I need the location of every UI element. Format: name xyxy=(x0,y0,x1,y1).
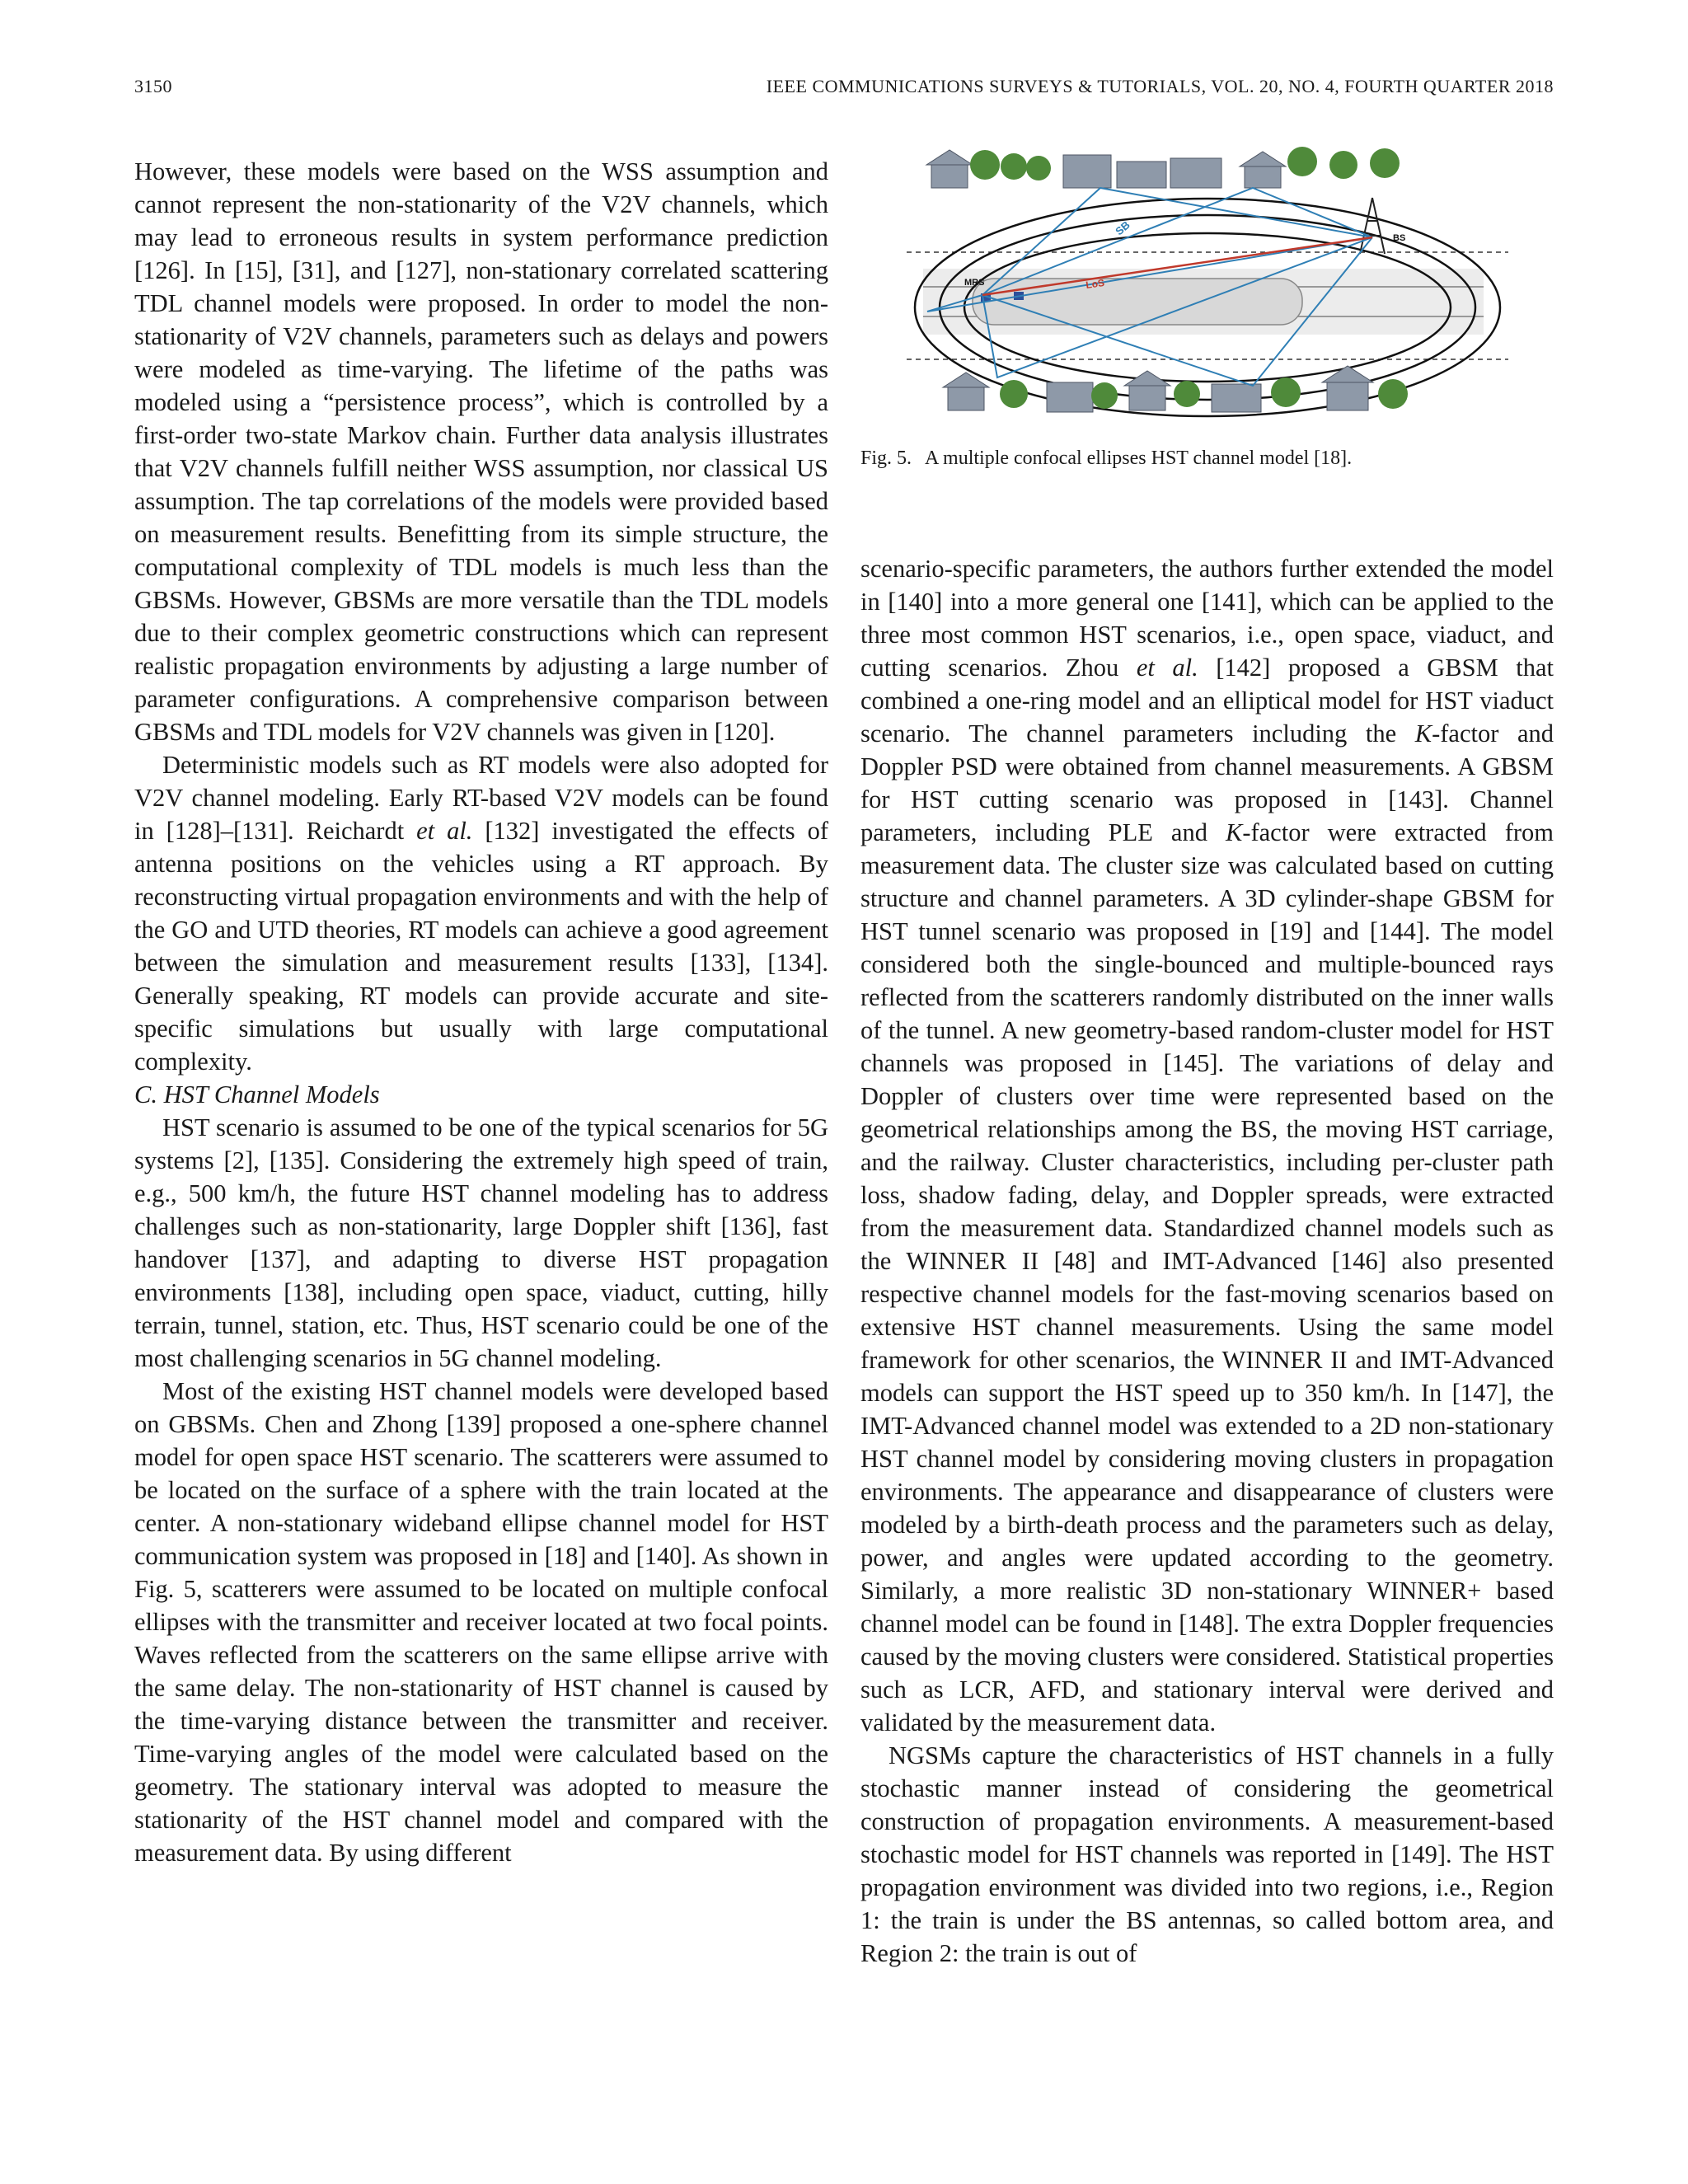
bs-label: BS xyxy=(1393,233,1406,243)
journal-name: IEEE COMMUNICATIONS SURVEYS & TUTORIALS, VOL. 20, NO. 4, FOURTH QUARTER 2018 xyxy=(766,76,1554,96)
sb-label: SB xyxy=(1113,218,1132,238)
paragraph: Most of the existing HST channel models were developed based on GBSMs. Chen and Zhong [139] proposed a one-sphere channel model for open space HST scenario. The scatterers were assumed to be located on the surface of a sphere with the train located at the center. A non-stationary wideband ellipse channel model for HST communication system was proposed in [18] and [140]. As shown in Fig. 5, scatterers were assumed to be located on multiple confocal ellipses with the transmitter and receiver located at two focal points. Waves reflected from the scatterers on the same ellipse arrive with the same delay. The non-stationarity of HST channel is caused by the time-varying distance between the transmitter and receiver. Time-varying angles of the model were calculated based on the geometry. The stationary interval was adopted to measure the stationarity of the HST channel model and compared with the measurement data. By using different xyxy=(134,1377,828,1867)
figure-label: Fig. 5. xyxy=(860,448,912,469)
train xyxy=(973,276,1302,325)
paragraph: scenario-specific parameters, the authors further extended the model in [140] into a more general one [141], which can be applied to the three most common HST scenarios, i.e., open space, viaduct, and cutting scenarios. Zhou et al. [142] proposed a GBSM that combined a one-ring model and an elliptical model for HST viaduct scenario. The channel parameters including the K-factor and Doppler PSD were obtained from channel measurements. A GBSM for HST cutting scenario was proposed in [143]. Channel parameters, including PLE and K-factor were extracted from measurement data. The cluster size was calculated based on cutting structure and channel parameters. A 3D cylinder-shape GBSM for HST tunnel scenario was proposed in [19] and [144]. The model considered both the single-bounced and multiple-bounced rays reflected from the scatterers randomly distributed on the inner walls of the tunnel. A new geometry-based random-cluster model for HST channels was proposed in [145]. The variations of delay and Doppler of clusters over time were represented based on the geometrical relationships among the BS, the moving HST carriage, and the railway. Cluster characteristics, including per-cluster path loss, shadow fading, delay, and Doppler spreads, were extracted from the measurement data. Standardized channel models such as the WINNER II [48] and IMT-Advanced [146] also presented respective channel models for the fast-moving scenarios based on extensive HST channel measurements. Using the same model framework for other scenarios, the WINNER II and IMT-Advanced models can support the HST speed up to 350 km/h. In [147], the IMT-Advanced channel model was extended to a 2D non-stationary HST channel model by considering moving clusters in propagation environments. The appearance and disappearance of clusters were modeled by a birth-death process and the parameters such as delay, power, and angles were updated according to the geometry. Similarly, a more realistic 3D non-stationary WINNER+ based channel model can be found in [148]. The extra Doppler frequencies caused by the moving clusters were considered. Statistical properties such as LCR, AFD, and stationary interval were derived and validated by the measurement data. xyxy=(860,555,1554,1736)
paragraph: Deterministic models such as RT models were also adopted for V2V channel modeling. Early RT-based V2V models can be found in [128]–[131]. Reichardt et al. [132] investigated the effects of antenna positions on the vehicles using a RT approach. By reconstructing virtual propagation environments and with the help of the GO and UTD theories, RT models can achieve a good agreement between the simulation and measurement results [133], [134]. Generally speaking, RT models can provide accurate and site-specific simulations but usually with large computational complexity. xyxy=(134,751,828,1076)
hst-ellipse-diagram xyxy=(898,147,1517,424)
page-header xyxy=(134,76,1554,109)
page-number: 3150 xyxy=(134,76,172,96)
left-column xyxy=(134,155,828,1869)
caption-text: A multiple confocal ellipses HST channel model [18]. xyxy=(925,448,1353,469)
paragraph: HST scenario is assumed to be one of the typical scenarios for 5G systems [2], [135]. Considering the extremely high speed of train, e.g., 500 km/h, the future HST channel modeling has to address challenges such as non-stationarity, large Doppler shift [136], fast handover [137], and adapting to diverse HST propagation environments [138], including open space, viaduct, cutting, hilly terrain, tunnel, station, etc. Thus, HST scenario could be one of the most challenging scenarios in 5G channel modeling. xyxy=(134,1113,828,1372)
paragraph: NGSMs capture the characteristics of HST channels in a fully stochastic manner instead of considering the geometrical construction of propagation environments. A measurement-based stochastic model for HST channels was reported in [149]. The HST propagation environment was divided into two regions, i.e., Region 1: the train is under the BS antennas, so called bottom area, and Region 2: the train is out of xyxy=(860,1741,1554,1967)
section-heading: C. HST Channel Models xyxy=(134,1080,380,1108)
figure-caption xyxy=(860,445,1554,471)
right-column xyxy=(860,552,1554,1970)
los-label: LoS xyxy=(1085,276,1105,291)
paragraph: However, these models were based on the WSS assumption and cannot represent the non-stationarity of the V2V channels, which may lead to erroneous results in system performance prediction [126]. In [15], [31], and [127], non-stationary correlated scattering TDL channel models were proposed. In order to model the non-stationarity of V2V channels, parameters such as delays and powers were modeled as time-varying. The lifetime of the paths was modeled using a “persistence process”, which is controlled by a first-order two-state Markov chain. Further data analysis illustrates that V2V channels fulfill neither WSS assumption, nor classical US assumption. The tap correlations of the models were provided based on measurement results. Benefitting from its simple structure, the computational complexity of TDL models is much less than the GBSMs. However, GBSMs are more versatile than the TDL models due to their complex geometric constructions which can represent realistic propagation environments by adjusting a large number of parameter configurations. A comprehensive comparison between GBSMs and TDL models for V2V channels was given in [120]. xyxy=(134,157,828,746)
mrs-label: MRS xyxy=(964,278,985,288)
bs-tower xyxy=(1360,198,1385,254)
figure-5-diagram xyxy=(898,147,1517,424)
